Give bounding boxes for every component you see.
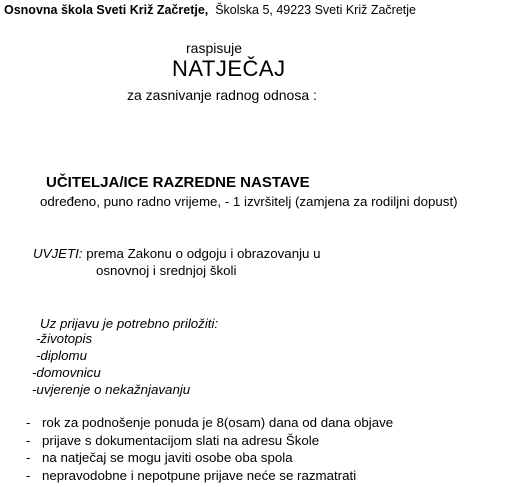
conditions xyxy=(33,246,321,261)
note-text: rok za podnošenje ponuda je 8(osam) dana od dana objave xyxy=(42,415,394,430)
position-detail: određeno, puno radno vrijeme, - 1 izvršitelj (zamjena za rodiljni dopust) xyxy=(40,194,458,209)
note-dash: - xyxy=(26,432,31,448)
note-text: nepravodobne i nepotpune prijave neće se razmatrati xyxy=(42,467,357,483)
required-doc-item: -životopis xyxy=(36,331,93,346)
conditions-text: prema Zakonu o odgoju i obrazovanju u xyxy=(86,246,321,261)
note-dash: - xyxy=(26,415,31,430)
required-doc-item: -uvjerenje o nekažnjavanju xyxy=(32,382,191,397)
required-doc-item: -diplomu xyxy=(36,348,87,363)
note-text: prijave s dokumentacijom slati na adresu Škole xyxy=(42,432,320,448)
note-text: na natječaj se mogu javiti osobe oba spola xyxy=(42,450,293,465)
note-dash: - xyxy=(26,467,31,483)
document-title: NATJEČAJ xyxy=(172,56,286,81)
note-item xyxy=(26,414,393,432)
required-doc-item: -domovnicu xyxy=(32,365,101,380)
school-address: Školska 5, 49223 Sveti Križ Začretje xyxy=(215,3,416,17)
school-header xyxy=(4,3,416,17)
conditions-text-cont: osnovnoj i srednjoj školi xyxy=(96,263,237,278)
note-dash: - xyxy=(26,450,31,465)
conditions-label: UVJETI: xyxy=(33,246,83,261)
note-item xyxy=(26,432,393,450)
document-subtitle: za zasnivanje radnog odnosa : xyxy=(127,87,317,103)
note-item xyxy=(26,467,393,485)
note-item xyxy=(26,449,393,467)
required-docs-heading: Uz prijavu je potrebno priložiti: xyxy=(40,316,219,331)
notes-list xyxy=(26,414,393,484)
school-name: Osnovna škola Sveti Križ Začretje, xyxy=(4,3,209,17)
announces-text: raspisuje xyxy=(186,40,243,56)
required-docs-list xyxy=(32,330,190,398)
position-title: UČITELJA/ICE RAZREDNE NASTAVE xyxy=(46,174,310,191)
